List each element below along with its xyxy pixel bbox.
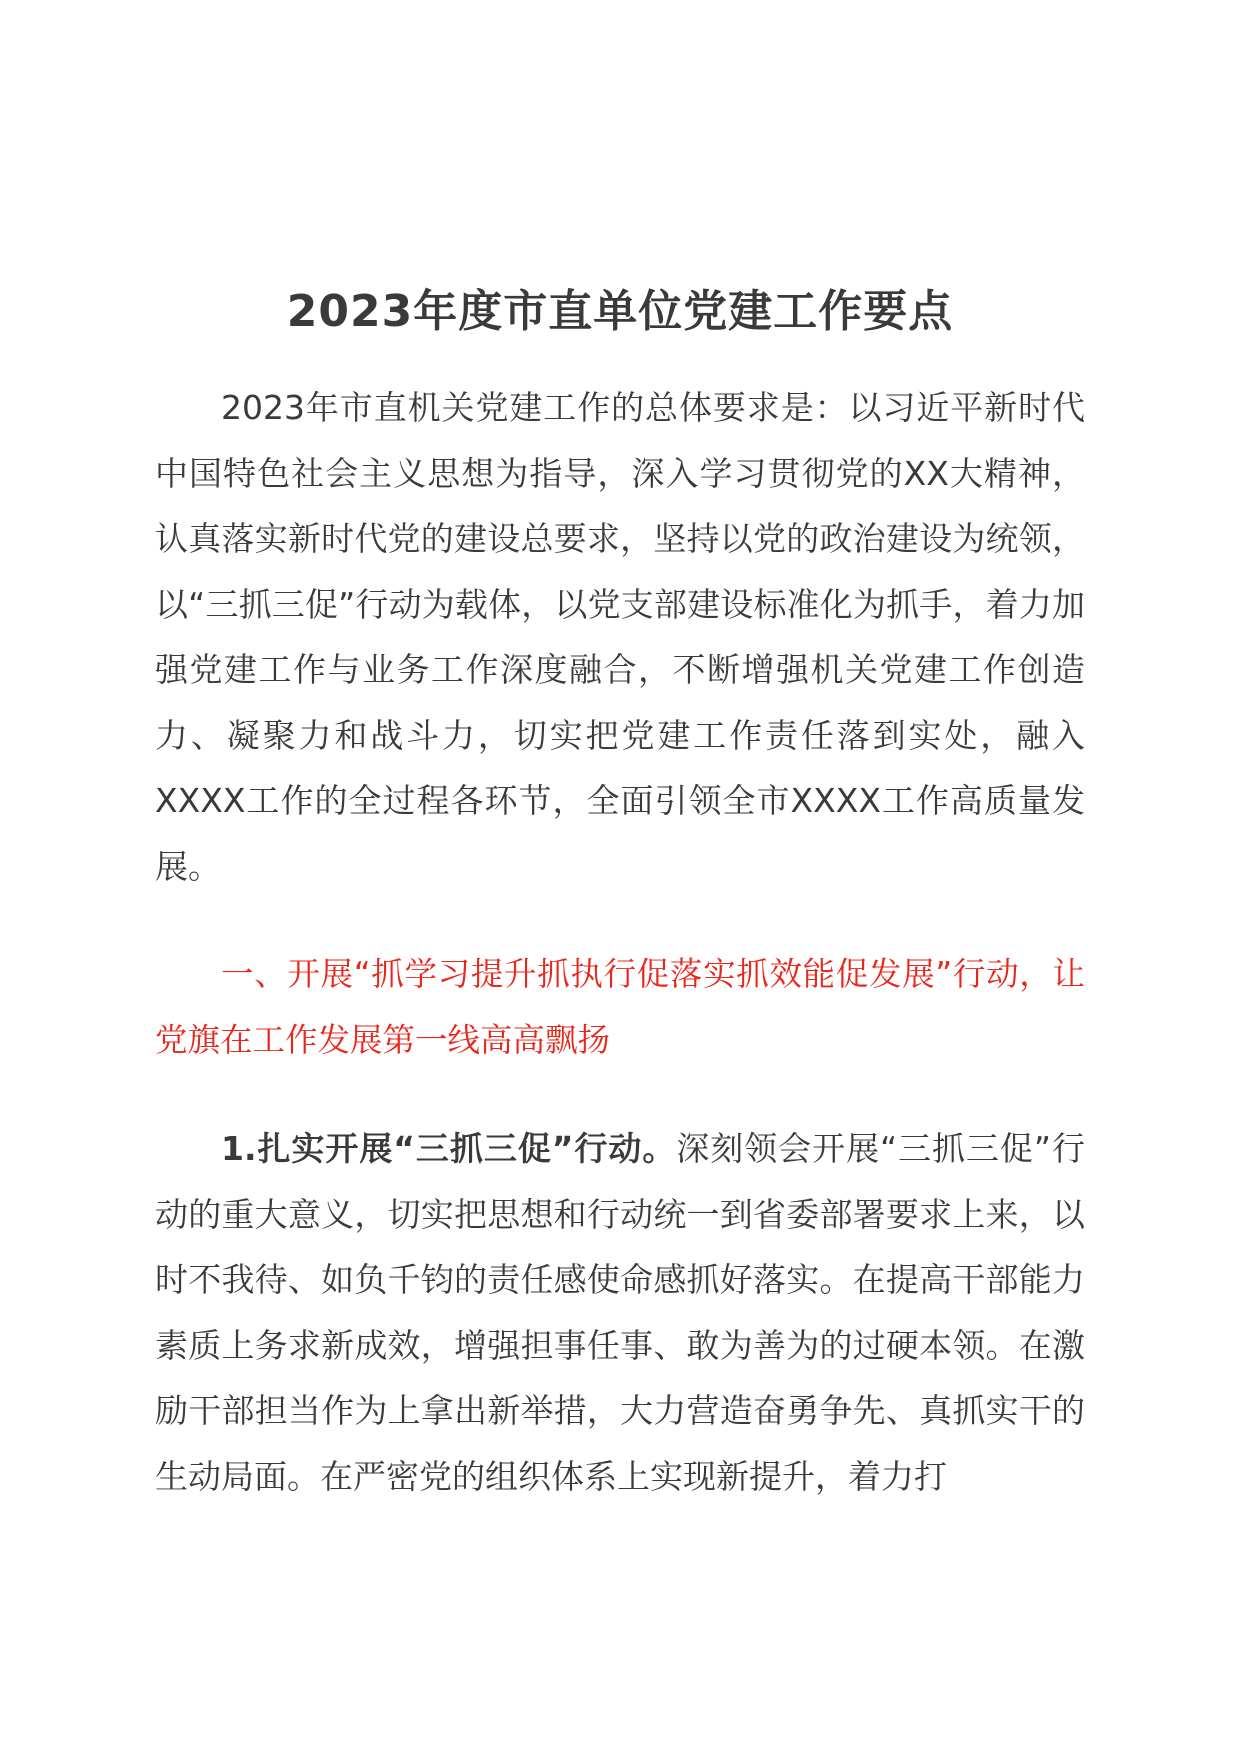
intro-paragraph: 2023年市直机关党建工作的总体要求是：以习近平新时代中国特色社会主义思想为指导，深入学习贯彻党的XX大精神，认真落实新时代党的建设总要求，坚持以党的政治建设为统领，以“三抓三促”行动为载体，以党支部建设标准化为抓手，着力加强党建工作与业务工作深度融合，不断增强机关党建工作创造力、凝聚力和战斗力，切实把党建工作责任落到实处，融入XXXX工作的全过程各环节，全面引领全市XXXX工作高质量发展。 — [155, 388, 1085, 886]
item-1-body: 深刻领会开展“三抓三促”行动的重大意义，切实把思想和行动统一到省委部署要求上来，以时不我待、如负千钧的责任感使命感抓好落实。在提高干部能力素质上务求新成效，增强担事任事、敢为善为的过硬本领。在激励干部担当作为上拿出新举措，大力营造奋勇争先、真抓实干的生动局面。在严密党的组织体系上实现新提升，着力打 — [155, 1129, 1085, 1496]
document-title: 2023年度市直单位党建工作要点 — [286, 286, 954, 337]
section-1-item-1 — [155, 1116, 1085, 1509]
document-body — [155, 283, 1085, 1509]
section-1-heading: 一、开展“抓学习提升抓执行促落实抓效能促发展”行动，让党旗在工作发展第一线高高飘扬 — [155, 955, 1085, 1059]
item-1-heading: 1.扎实开展“三抓三促”行动。 — [221, 1129, 677, 1168]
